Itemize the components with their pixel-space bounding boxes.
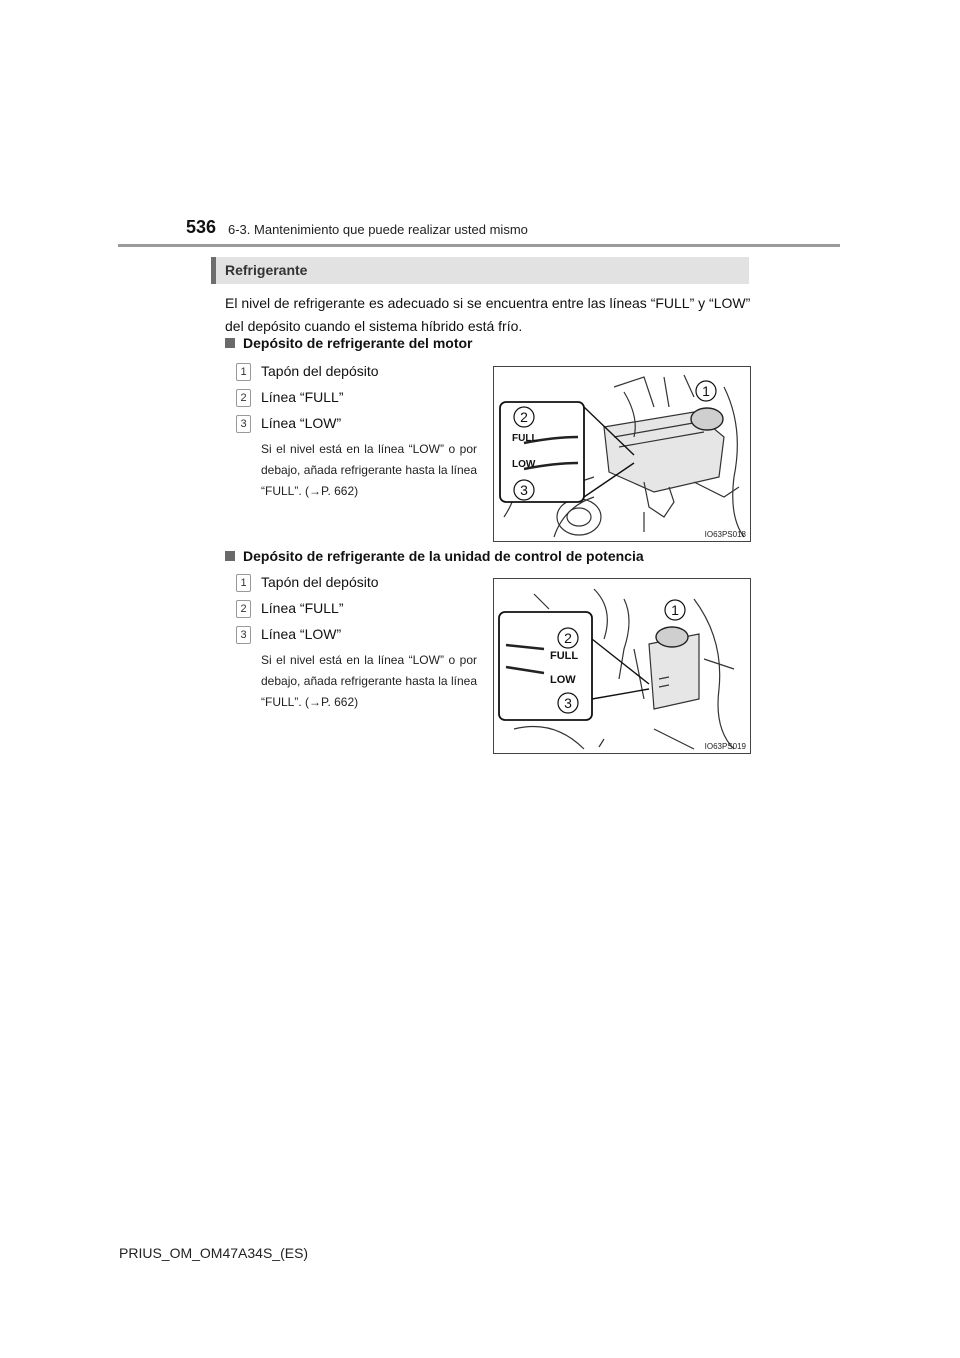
callout-2: 2 <box>520 409 528 425</box>
engine-reservoir-heading <box>225 335 472 351</box>
engine-reservoir-figure <box>493 366 751 542</box>
callout-2: 2 <box>564 630 572 646</box>
header-divider <box>118 244 840 247</box>
pcu-item-2 <box>236 600 343 618</box>
engine-note: Si el nivel está en la línea “LOW” o por debajo, añada refrigerante hasta la línea “FULL”. (→P. 662) <box>261 442 477 498</box>
engine-item-2 <box>236 389 343 407</box>
section-title: Refrigerante <box>225 262 308 278</box>
full-mark: FULL <box>550 650 579 662</box>
pcu-note: Si el nivel está en la línea “LOW” o por debajo, añada refrigerante hasta la línea “FULL”. (→P. 662) <box>261 653 477 709</box>
pcu-reservoir-heading-text: Depósito de refrigerante de la unidad de control de potencia <box>243 548 644 564</box>
engine-item-1 <box>236 363 379 381</box>
item-label: Línea “FULL” <box>261 389 344 405</box>
low-mark: LOW <box>512 459 536 470</box>
item-label: Tapón del depósito <box>261 574 379 590</box>
engine-reservoir-illustration <box>494 367 750 541</box>
pcu-item-3 <box>236 626 341 644</box>
item-number: 3 <box>236 415 251 433</box>
engine-reservoir-heading-text: Depósito de refrigerante del motor <box>243 335 473 351</box>
item-number: 3 <box>236 626 251 644</box>
item-number: 2 <box>236 600 251 618</box>
page-number: 536 <box>186 217 217 237</box>
item-label: Línea “FULL” <box>261 600 344 616</box>
intro-paragraph: El nivel de refrigerante es adecuado si se encuentra entre las líneas “FULL” y “LOW” del depósito cuando el sistema híbrido está frío. <box>225 295 751 334</box>
pcu-reservoir-illustration <box>494 579 750 753</box>
section-title-bar <box>211 257 749 284</box>
chapter-title: 6-3. Mantenimiento que puede realizar usted mismo <box>228 222 528 237</box>
pcu-reservoir-figure <box>493 578 751 754</box>
item-label: Línea “LOW” <box>261 415 342 431</box>
item-label: Tapón del depósito <box>261 363 379 379</box>
pcu-reservoir-heading <box>225 548 644 564</box>
square-bullet-icon <box>225 551 235 561</box>
item-number: 2 <box>236 389 251 407</box>
figure-code: IO63PS019 <box>704 742 746 751</box>
callout-3: 3 <box>564 695 572 711</box>
engine-item-3 <box>236 415 341 433</box>
callout-1: 1 <box>671 602 679 618</box>
callout-3: 3 <box>520 482 528 498</box>
item-number: 1 <box>236 363 251 381</box>
full-mark: FULL <box>512 433 538 444</box>
figure-code: IO63PS018 <box>704 530 746 539</box>
square-bullet-icon <box>225 338 235 348</box>
callout-1: 1 <box>702 383 710 399</box>
low-mark: LOW <box>550 674 576 686</box>
pcu-item-1 <box>236 574 379 592</box>
document-code: PRIUS_OM_OM47A34S_(ES) <box>119 1245 309 1261</box>
section-accent <box>211 257 216 284</box>
item-number: 1 <box>236 574 251 592</box>
item-label: Línea “LOW” <box>261 626 342 642</box>
